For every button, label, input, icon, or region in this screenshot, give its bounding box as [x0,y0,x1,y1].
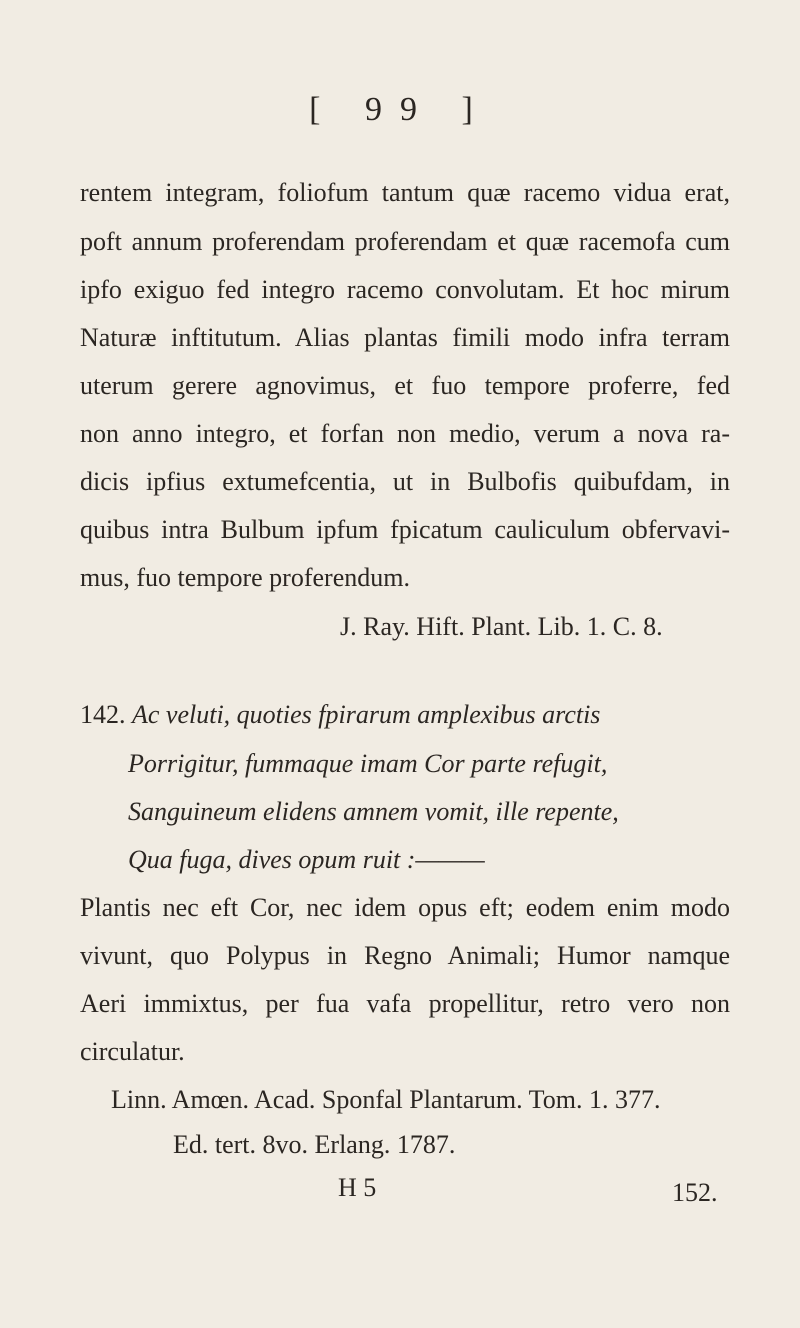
citation-linn-line-2: Ed. tert. 8vo. Erlang. 1787. [173,1130,456,1159]
paragraph-1-line-3: ipfo exiguo fed integro racemo convolutam. Et hoc mirum [80,275,730,304]
paragraph-1-line-5: uterum gerere agnovimus, et fuo tempore proferre, fed [80,371,730,400]
citation-linn-line-1: Linn. Amœn. Acad. Sponfal Plantarum. Tom. 1. 377. [111,1085,661,1114]
paragraph-1-line-7: dicis ipfius extumefcentia, ut in Bulbofis quibufdam, in [80,467,730,496]
catchword: 152. [672,1178,718,1207]
verse-line-4: Qua fuga, dives opum ruit :——— [128,845,485,874]
citation-ray: J. Ray. Hift. Plant. Lib. 1. C. 8. [340,612,663,641]
paragraph-1-line-8: quibus intra Bulbum ipfum fpicatum cauliculum obfervavi- [80,515,730,544]
page-number-header: [ 99 ] [309,91,491,128]
paragraph-1-line-2: poft annum proferendam proferendam et quæ racemofa cum [80,227,730,256]
paragraph-1-line-4: Naturæ inftitutum. Alias plantas fimili modo infra terram [80,323,730,352]
verse-line-3: Sanguineum elidens amnem vomit, ille repente, [128,797,619,826]
verse-line-1: Ac veluti, quoties fpirarum amplexibus arctis [132,700,601,729]
paragraph-1-line-9: mus, fuo tempore proferendum. [80,563,410,592]
paragraph-2-line-2: vivunt, quo Polypus in Regno Animali; Humor namque [80,941,730,970]
paragraph-2-line-1: Plantis nec eft Cor, nec idem opus eft; eodem enim modo [80,893,730,922]
paragraph-2-line-3: Aeri immixtus, per fua vafa propellitur, retro vero non [80,989,730,1018]
verse-line-2: Porrigitur, fummaque imam Cor parte refugit, [128,749,608,778]
signature-mark: H 5 [338,1173,377,1202]
paragraph-1-line-6: non anno integro, et forfan non medio, verum a nova ra- [80,419,730,448]
paragraph-2-line-4: circulatur. [80,1037,185,1066]
verse-number: 142. [80,700,126,729]
paragraph-1-line-1: rentem integram, foliofum tantum quæ racemo vidua erat, [80,178,730,207]
